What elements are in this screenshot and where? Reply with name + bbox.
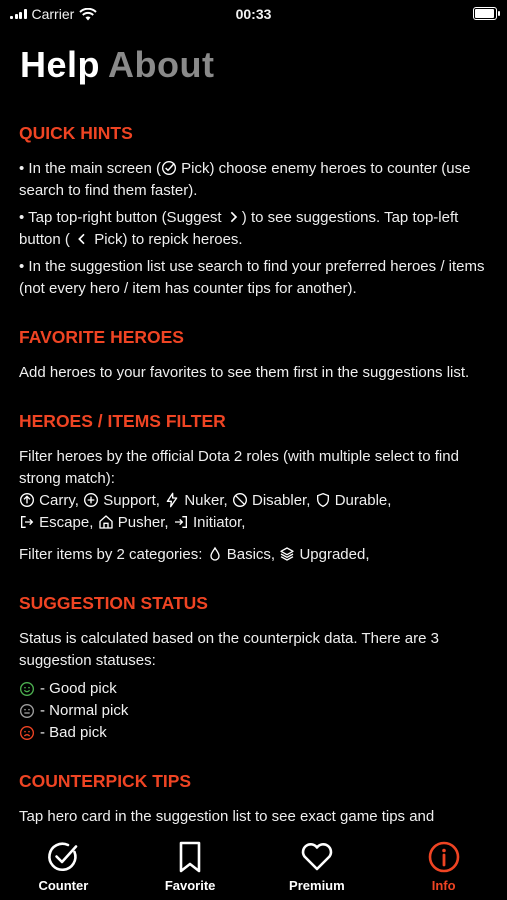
escape-icon bbox=[19, 514, 35, 530]
upgraded-icon bbox=[279, 546, 295, 562]
suggestion-status-text: Status is calculated based on the counterpick data. There are 3 suggestion statuses: bbox=[19, 630, 439, 669]
suggestion-status-title: SUGGESTION STATUS bbox=[19, 593, 208, 613]
counterpick-tips-text: Tap hero card in the suggestion list to see exact game tips and bbox=[19, 808, 435, 825]
roles-line-2: Escape, Pusher, Initiator, bbox=[19, 512, 489, 534]
status-bar bbox=[0, 0, 507, 30]
nuker-icon bbox=[164, 492, 180, 508]
items-filter-line: Filter items by 2 categories: Basics, Upgraded, bbox=[19, 546, 370, 563]
clock: 00:33 bbox=[235, 6, 272, 22]
frown-icon bbox=[19, 725, 35, 741]
counterpick-tips-title: COUNTERPICK TIPS bbox=[19, 771, 192, 791]
favorite-heroes-title: FAVORITE HEROES bbox=[19, 327, 184, 347]
quick-hints-title: QUICK HINTS bbox=[19, 123, 133, 143]
tab-info[interactable] bbox=[380, 832, 507, 900]
tab-counter-label: Counter bbox=[38, 878, 89, 893]
tab-counter[interactable] bbox=[0, 832, 127, 900]
hint-main-screen: • In the main screen ( Pick) choose enemy heroes to counter (use search to find them faster). bbox=[19, 160, 471, 199]
tab-premium-label: Premium bbox=[289, 878, 345, 893]
check-circle-icon bbox=[46, 840, 80, 874]
status-normal: - Normal pick bbox=[19, 700, 489, 722]
hint-suggest: • Tap top-right button (Suggest ) to see suggestions. Tap top-left button ( Pick) to repick heroes. bbox=[19, 209, 459, 248]
info-icon bbox=[427, 840, 461, 874]
carry-icon bbox=[19, 492, 35, 508]
page-title bbox=[20, 44, 214, 86]
neutral-face-icon bbox=[19, 703, 35, 719]
tab-favorite[interactable] bbox=[127, 832, 254, 900]
battery-icon bbox=[473, 7, 497, 20]
initiator-icon bbox=[173, 514, 189, 530]
disabler-icon bbox=[232, 492, 248, 508]
chevron-right-icon bbox=[226, 209, 242, 225]
about-tab[interactable]: About bbox=[108, 44, 215, 85]
status-bad: - Bad pick bbox=[19, 722, 489, 744]
tab-bar bbox=[0, 832, 507, 900]
favorite-heroes-text: Add heroes to your favorites to see them first in the suggestions list. bbox=[19, 364, 470, 381]
heart-icon bbox=[300, 840, 334, 874]
durable-icon bbox=[315, 492, 331, 508]
smile-icon bbox=[19, 681, 35, 697]
status-good: - Good pick bbox=[19, 678, 489, 700]
bookmark-icon bbox=[173, 840, 207, 874]
check-circle-icon bbox=[161, 160, 177, 176]
hint-search: • In the suggestion list use search to find your preferred heroes / items (not every hero / item has counter tips for another). bbox=[19, 258, 485, 297]
chevron-left-icon bbox=[74, 231, 90, 247]
tab-premium[interactable] bbox=[254, 832, 381, 900]
filter-intro: Filter heroes by the official Dota 2 roles (with multiple select to find strong match): bbox=[19, 448, 459, 487]
tab-info-label: Info bbox=[431, 878, 456, 893]
basics-icon bbox=[207, 546, 223, 562]
support-icon bbox=[83, 492, 99, 508]
roles-line-1: Carry, Support, Nuker, Disabler, Durable, bbox=[19, 490, 489, 512]
tab-favorite-label: Favorite bbox=[164, 878, 216, 893]
filter-title: HEROES / ITEMS FILTER bbox=[19, 411, 226, 431]
help-tab[interactable]: Help bbox=[20, 44, 101, 85]
help-content[interactable] bbox=[19, 118, 489, 830]
pusher-icon bbox=[98, 514, 114, 530]
carrier-label: Carrier bbox=[31, 6, 75, 22]
